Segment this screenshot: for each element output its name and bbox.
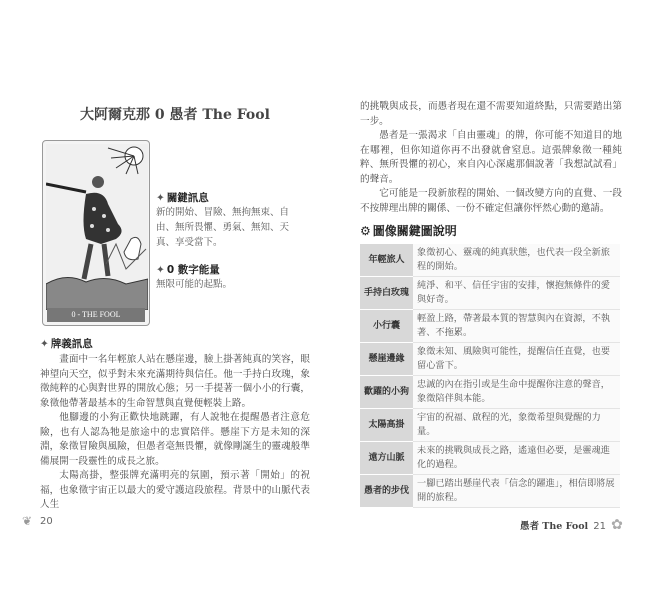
- legend-row: [360, 409, 620, 442]
- number-energy-section: [156, 262, 306, 292]
- legend-row: [360, 343, 620, 376]
- right-paragraph: 愚者是一張渴求「自由靈魂」的牌，你可能不知道目的地在哪裡，但你知道你再不出發就會窒息。這張牌象徵一種純粹、無所畏懼的初心，來自內心深處那個說著「我想試試看」的聲音。: [360, 130, 622, 185]
- diamond-icon: ✦: [156, 192, 165, 204]
- legend-row: [360, 310, 620, 343]
- legend-heading: 圖像關鍵圖說明: [372, 224, 457, 238]
- right-paragraph: 的挑戰與成長，而愚者現在還不需要知道終點，只需要踏出第一步。: [360, 101, 622, 127]
- footer: [520, 514, 623, 533]
- key-info-section: [156, 190, 306, 250]
- key-info-heading: 關鍵訊息: [166, 192, 209, 204]
- number-energy-text: 無限可能的起點。: [156, 279, 233, 290]
- right-text: [360, 100, 622, 216]
- legend-table: [360, 244, 620, 508]
- legend-text: 象徵初心、靈魂的純真狀態，也代表一段全新旅程的開始。: [413, 244, 620, 277]
- page-title: 大阿爾克那 0 愚者 The Fool: [80, 107, 270, 123]
- legend-text: 忠誠的內在指引或是生命中提醒你注意的聲音，象徵陪伴與本能。: [413, 376, 620, 409]
- legend-label: 歡躍的小狗: [360, 376, 413, 409]
- legend-label: 太陽高掛: [360, 409, 413, 442]
- flower-icon: ✿: [611, 517, 623, 533]
- meaning-paragraph: 畫面中一名年輕旅人站在懸崖邊，臉上掛著純真的笑容，眼神望向天空，似乎對未來充滿期待與信任。他一手持白玫瑰，象徵純粹的心與對世界的開放心態；另一手提著一個小小的行囊，象徵他帶著最基本的生命智慧與直覺便輕裝上路。: [40, 354, 310, 409]
- diamond-icon: ✦: [156, 264, 165, 276]
- meaning-heading: 牌義訊息: [50, 338, 93, 350]
- card-label: 0 - THE FOOL: [47, 308, 145, 322]
- key-info-text: 新的開始、冒險、無拘無束、自由、無所畏懼、勇氣、無知、天真、享受當下。: [156, 207, 290, 248]
- page-number-right: 21: [593, 521, 606, 532]
- legend-text: 象徵未知、風險與可能性，提醒信任直覺，也要留心當下。: [413, 343, 620, 376]
- legend-text: 純淨、和平、信任宇宙的安排，懷抱無條件的愛與好奇。: [413, 277, 620, 310]
- legend-row: [360, 376, 620, 409]
- footer-title: 愚者 The Fool: [520, 521, 589, 532]
- number-energy-heading: 0 數字能量: [166, 264, 220, 276]
- meaning-section: [40, 336, 310, 513]
- legend-text: 未來的挑戰與成長之路，遙遠但必要，是靈魂進化的過程。: [413, 442, 620, 475]
- right-paragraph: 它可能是一段新旅程的開始、一個改變方向的直覺、一段不按牌理出牌的關係、一份不確定但讓你怦然心動的邀請。: [360, 188, 622, 214]
- legend-row: [360, 244, 620, 277]
- legend-label: 手持白玫瑰: [360, 277, 413, 310]
- leaf-icon: ❦: [22, 514, 33, 528]
- legend-label: 愚者的步伐: [360, 475, 413, 508]
- tarot-card-image: [42, 140, 150, 326]
- legend-text: 輕盈上路，帶著最本質的智慧與內在資源，不執著、不拖累。: [413, 310, 620, 343]
- page-number-left: 20: [40, 516, 53, 527]
- legend-text: 宇宙的祝福、啟程的光，象徵希望與覺醒的力量。: [413, 409, 620, 442]
- meaning-paragraph: 他腳邊的小狗正歡快地跳躍，有人說牠在提醒愚者注意危險，也有人認為牠是旅途中的忠實陪伴。懸崖下方是未知的深淵，象徵冒險與風險，但愚者毫無畏懼，就像剛誕生的靈魂般準備展開一段靈性的成長之旅。: [40, 412, 310, 467]
- legend-row: [360, 442, 620, 475]
- meaning-paragraph: 太陽高掛，整張牌充滿明亮的氛圍，預示著「開始」的祝福，也象徵宇宙正以最大的愛守護這段旅程。背景中的山脈代表人生: [40, 470, 310, 510]
- legend-label: 年輕旅人: [360, 244, 413, 277]
- legend-row: [360, 475, 620, 508]
- legend-label: 懸崖邊緣: [360, 343, 413, 376]
- legend-text: 一腳已踏出懸崖代表「信念的躍進」，相信即將展開的旅程。: [413, 475, 620, 508]
- diamond-icon: ✦: [40, 338, 49, 350]
- legend-label: 小行囊: [360, 310, 413, 343]
- gear-icon: ⚙: [360, 224, 371, 238]
- right-column: [360, 100, 622, 508]
- legend-heading-row: [360, 222, 622, 239]
- legend-row: [360, 277, 620, 310]
- legend-label: 遠方山脈: [360, 442, 413, 475]
- fool-illustration: [46, 144, 148, 310]
